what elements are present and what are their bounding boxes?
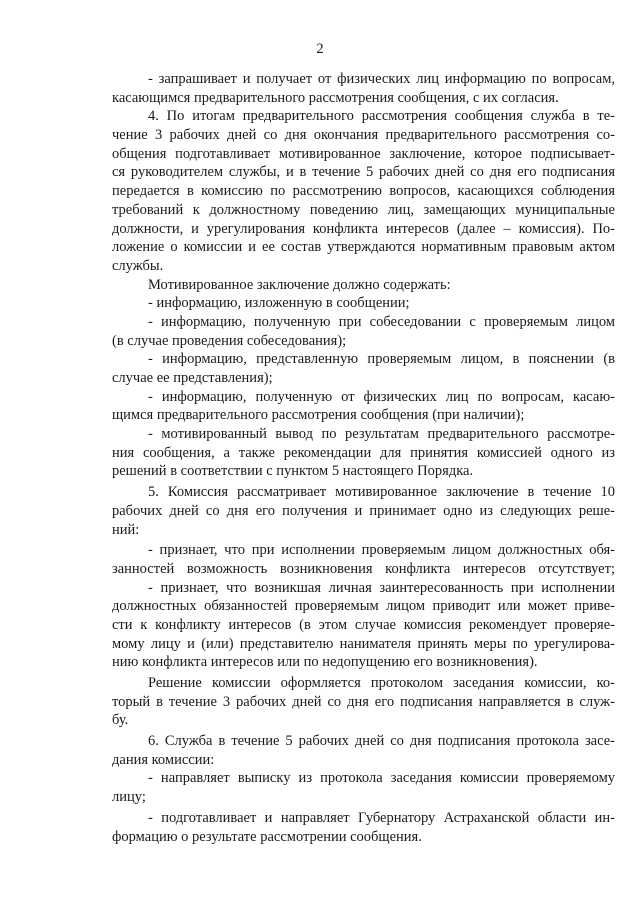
text-line: случае ее представления); xyxy=(112,370,273,386)
text-line: - направляет выписку из протокола заседания комиссии проверяемому xyxy=(148,770,615,787)
text-line: мому лицу и (или) представителю нанимателя принять меры по урегулирова- xyxy=(112,635,615,652)
text-line: чение 3 рабочих дней со дня окончания предварительного рассмотрения со- xyxy=(112,127,615,144)
text-line: - мотивированный вывод по результатам предварительного рассмотре- xyxy=(148,426,615,443)
text-line: лицу; xyxy=(112,789,146,806)
text-line: щимся предварительного рассмотрения сообщения (при наличии); xyxy=(112,407,525,424)
text-line: ся руководителем службы, и в течение 5 рабочих дней со дня его подписания xyxy=(112,164,615,181)
text-line: занностей возможность возникновения конфликта интересов отсутствует; xyxy=(112,560,615,577)
text-line: 4. По итогам предварительного рассмотрения сообщения служба в те- xyxy=(148,108,615,125)
text-line: бу. xyxy=(112,712,129,729)
text-line: ложение о комиссии и ее состав утверждаются нормативным правовым актом xyxy=(112,239,615,256)
text-line: - информацию, изложенную в сообщении; xyxy=(148,295,410,312)
text-line: Решение комиссии оформляется протоколом заседания комиссии, ко- xyxy=(148,675,615,691)
text-line: 6. Служба в течение 5 рабочих дней со дня подписания протокола засе- xyxy=(148,733,615,750)
text-line: рабочих дней со дня его получения и принимает одно из следующих реше- xyxy=(112,502,615,519)
text-line: - запрашивает и получает от физических лиц информацию по вопросам, xyxy=(148,71,615,87)
text-line: Мотивированное заключение должно содержать: xyxy=(148,276,451,293)
text-line: сти к конфликту интересов (в этом случае комиссия рекомендует проверяе- xyxy=(112,616,615,633)
page-number: 2 xyxy=(316,41,324,57)
text-line: нию конфликта интересов или по недопущению его возникновения). xyxy=(112,654,538,671)
text-line: формацию о результате рассмотрении сообщения. xyxy=(112,828,422,845)
document-body xyxy=(112,70,615,846)
text-line: ния сообщения, а также рекомендации для принятия комиссией одного из xyxy=(112,444,615,461)
text-line: - информацию, полученную при собеседовании с проверяемым лицом xyxy=(148,313,615,330)
text-line: 5. Комиссия рассматривает мотивированное заключение в течение 10 xyxy=(148,484,615,501)
text-line: решений в соответствии с пунктом 5 настоящего Порядка. xyxy=(112,463,474,480)
text-line: (в случае проведения собеседования); xyxy=(112,332,347,349)
text-line: общения подготавливает мотивированное заключение, которое подписывает- xyxy=(112,145,615,162)
text-line: касающимся предварительного рассмотрения сообщения, с их согласия. xyxy=(112,89,559,106)
text-line: службы. xyxy=(112,257,164,274)
text-line: торый в течение 3 рабочих дней со дня его подписания направляется в служ- xyxy=(112,693,615,710)
text-line: - признает, что возникшая личная заинтересованность при исполнении xyxy=(148,579,615,596)
text-line: - информацию, полученную от физических лиц по вопросам, касаю- xyxy=(148,388,615,405)
text-line: - информацию, представленную проверяемым лицом, в пояснении (в xyxy=(148,351,615,368)
text-line: дания комиссии: xyxy=(112,751,215,768)
text-line: передается в комиссию по рассмотрению вопросов, касающихся соблюдения xyxy=(112,183,615,200)
text-line: должности, и урегулирования конфликта интересов (далее – комиссия). По- xyxy=(112,220,615,237)
text-line: ний: xyxy=(112,521,140,538)
text-line: должностных обязанностей проверяемым лицом приводит или может приве- xyxy=(112,598,615,615)
text-line: требований к должностному поведению лиц, замещающих муниципальные xyxy=(112,201,615,218)
text-line: - подготавливает и направляет Губернатору Астраханской области ин- xyxy=(148,809,615,826)
text-line: - признает, что при исполнении проверяемым лицом должностных обя- xyxy=(148,542,615,559)
